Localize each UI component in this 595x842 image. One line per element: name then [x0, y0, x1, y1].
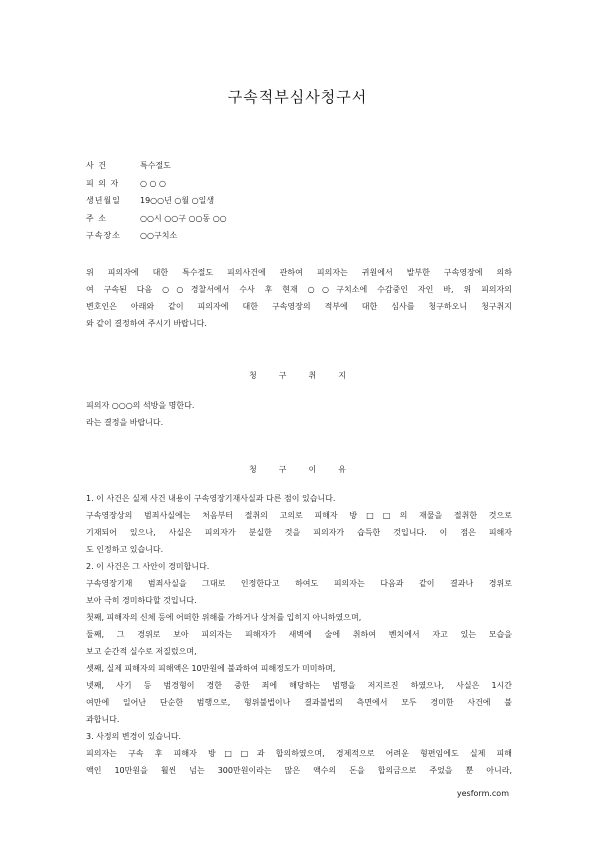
info-label: 주 소 [86, 213, 107, 223]
text-line: 액인 10만원을 훨씬 넘는 300만원이라는 많은 액수의 돈을 합의금으로 주었을 뿐 아니라, [86, 766, 512, 775]
text-line: 보고 순간적 실수로 저질렀으며, [86, 647, 197, 656]
info-value: 특수절도 [140, 161, 171, 171]
info-value: ○○구치소 [140, 231, 178, 241]
reasons-paragraph [86, 490, 512, 779]
text-line: 구속영장상의 범죄사실에는 처음부터 절취의 고의로 피해자 방□□의 재물을 절취한 것으로 [86, 511, 512, 520]
text-line: 3. 사정의 변경이 있습니다. [86, 732, 182, 741]
footer-watermark: yesform.com [456, 789, 509, 798]
intro-paragraph [86, 264, 512, 332]
info-label: 사 건 [86, 161, 107, 171]
document-title: 구속적부심사청구서 [227, 88, 368, 106]
case-info [86, 157, 227, 245]
text-line: 셋째, 실제 피해자의 피해액은 10만원에 불과하여 피해정도가 미미하며, [86, 664, 336, 673]
info-value: ○ ○ ○ [140, 178, 167, 188]
text-line: 구속영장기재 범죄사실을 그대로 인정한다고 하여도 피의자는 다음과 같이 결과나 경위로 [86, 579, 512, 588]
text-line: 피의자 ○○○의 석방을 명한다. [86, 401, 195, 410]
text-line: 넷째, 사기 등 범경형이 경한 중한 죄에 해당하는 범행을 저지르진 하였으나, 사실은 1시간 [86, 681, 512, 690]
text-line: 와 같이 결정하여 주시기 바랍니다. [86, 319, 207, 328]
info-label: 생년월일 [86, 196, 121, 206]
info-value: ○○시 ○○구 ○○동 ○○ [140, 213, 227, 223]
info-label: 구속장소 [86, 231, 121, 241]
text-line: 여 구속된 다음 ○○경찰서에서 수사 후 현재 ○○구치소에 수감중인 자인 바, 위 피의자의 [86, 285, 512, 294]
text-line: 1. 이 사건은 실제 사건 내용이 구속영장기재사실과 다른 점이 있습니다. [86, 494, 336, 503]
text-line: 과합니다. [86, 715, 120, 724]
reason-heading: 청구이유 [249, 465, 368, 474]
info-row-suspect [86, 175, 227, 193]
purpose-paragraph [86, 397, 512, 431]
text-line: 위 피의자에 대한 특수절도 피의사건에 관하여 피의자는 귀원에서 발부한 구속영장에 의하 [86, 268, 512, 277]
info-row-case [86, 157, 227, 175]
info-label: 피 의 자 [86, 178, 120, 188]
info-row-detention-place [86, 227, 227, 245]
text-line: 둘째, 그 경위로 보아 피의자는 피해자가 새벽에 술에 취하여 벤치에서 자고 있는 모습을 [86, 630, 512, 639]
info-row-address [86, 210, 227, 228]
text-line: 여만에 일어난 단순한 범행으로, 형위불법이나 결과불법의 측면에서 모두 경미한 사건에 불 [86, 698, 512, 707]
info-value: 19○○년 ○월 ○일생 [140, 196, 215, 206]
text-line: 도 인정하고 있습니다. [86, 545, 164, 554]
text-line: 2. 이 사건은 그 사안이 경미합니다. [86, 562, 210, 571]
text-line: 피의자는 구속 후 피해자 방□□과 합의하였으며, 경제적으로 어려운 형편임에도 실제 피해 [86, 749, 512, 758]
purpose-heading: 청구취지 [249, 371, 368, 380]
text-line: 보아 극히 경미하다할 것입니다. [86, 596, 197, 605]
text-line: 첫째, 피해자의 신체 등에 어떠한 위해를 가하거나 상처를 입히지 아니하였으며, [86, 613, 362, 622]
text-line: 변호인은 아래와 같이 피의자에 대한 구속영장의 적부에 대한 심사를 청구하오니 청구취지 [86, 302, 512, 311]
info-row-birthdate [86, 192, 227, 210]
text-line: 라는 결정을 바랍니다. [86, 418, 164, 427]
text-line: 기재되어 있으나, 사실은 피의자가 분실한 것을 피의자가 습득한 것입니다. 이 점은 피해자 [86, 528, 512, 537]
